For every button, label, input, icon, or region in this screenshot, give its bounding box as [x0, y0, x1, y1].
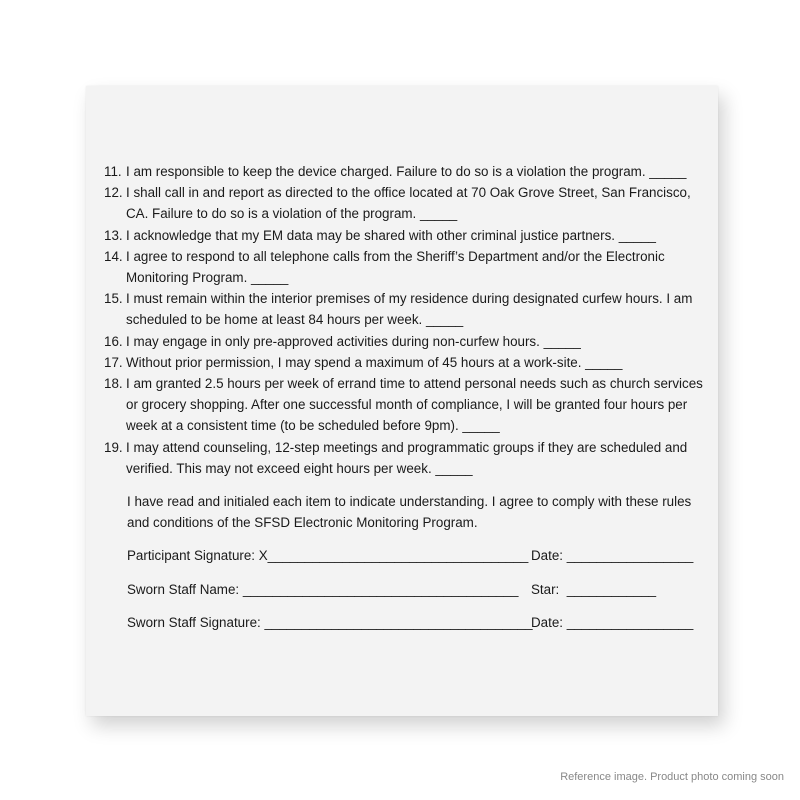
rule-number: 11.	[104, 164, 122, 179]
rule-item-13	[104, 225, 716, 246]
rule-number: 13.	[104, 227, 123, 243]
staff-date-field: Date: _________________	[531, 615, 694, 630]
rule-text: I may engage in only pre-approved activities during non-curfew hours. _____	[126, 333, 581, 349]
rule-text: Without prior permission, I may spend a maximum of 45 hours at a work-site. _____	[126, 354, 623, 370]
rule-text: I agree to respond to all telephone calls from the Sheriff’s Department and/or the Electronic Monitoring Program. _____	[126, 248, 665, 286]
participant-signature-field: Participant Signature: X___________________________________	[127, 548, 529, 563]
staff-name-field: Sworn Staff Name: _____________________________________	[127, 582, 519, 597]
rule-text: I am responsible to keep the device charged. Failure to do so is a violation the program. _____	[126, 164, 687, 179]
rule-text: I am granted 2.5 hours per week of errand time to attend personal needs such as church services or grocery shopping. After one successful month of compliance, I will be granted four hours per week at a consistent time (to be scheduled before 9pm). _____	[126, 376, 703, 434]
rule-number: 16.	[104, 333, 123, 349]
rule-item-18	[104, 373, 716, 437]
rule-number: 19.	[104, 439, 123, 455]
rule-text: I acknowledge that my EM data may be shared with other criminal justice partners. _____	[126, 227, 656, 243]
rule-number: 15.	[104, 291, 123, 307]
rule-item-11	[104, 161, 716, 182]
rule-item-16	[104, 331, 716, 352]
rule-item-14	[104, 246, 716, 288]
staff-signature-field: Sworn Staff Signature: ____________________________________	[127, 615, 533, 630]
rules-list	[104, 161, 716, 479]
rule-item-19	[104, 437, 716, 479]
rule-text: I shall call in and report as directed to the office located at 70 Oak Grove Street, San Francisco, CA. Failure to do so is a violation of the program. _____	[126, 185, 691, 222]
rule-item-17	[104, 352, 716, 373]
rule-item-12	[104, 182, 716, 224]
acknowledgement-statement: I have read and initialed each item to indicate understanding. I agree to comply with these rules and conditions of the SFSD Electronic Monitoring Program.	[127, 494, 692, 531]
star-field: Star: ____________	[531, 582, 657, 597]
rule-text: I must remain within the interior premises of my residence during designated curfew hours. I am scheduled to be home at least 84 hours per week. _____	[126, 291, 693, 328]
rule-text: I may attend counseling, 12-step meetings and programmatic groups if they are scheduled and verified. This may not exceed eight hours per week. _____	[126, 439, 688, 476]
reference-caption: Reference image. Product photo coming soon	[560, 771, 784, 783]
participant-date-field: Date: _________________	[531, 548, 694, 563]
rule-number: 18.	[104, 376, 123, 392]
rule-number: 14.	[104, 248, 123, 264]
staff-signature-row	[127, 615, 707, 660]
rule-item-15	[104, 288, 716, 330]
rule-number: 12.	[104, 185, 123, 201]
rule-number: 17.	[104, 354, 123, 370]
